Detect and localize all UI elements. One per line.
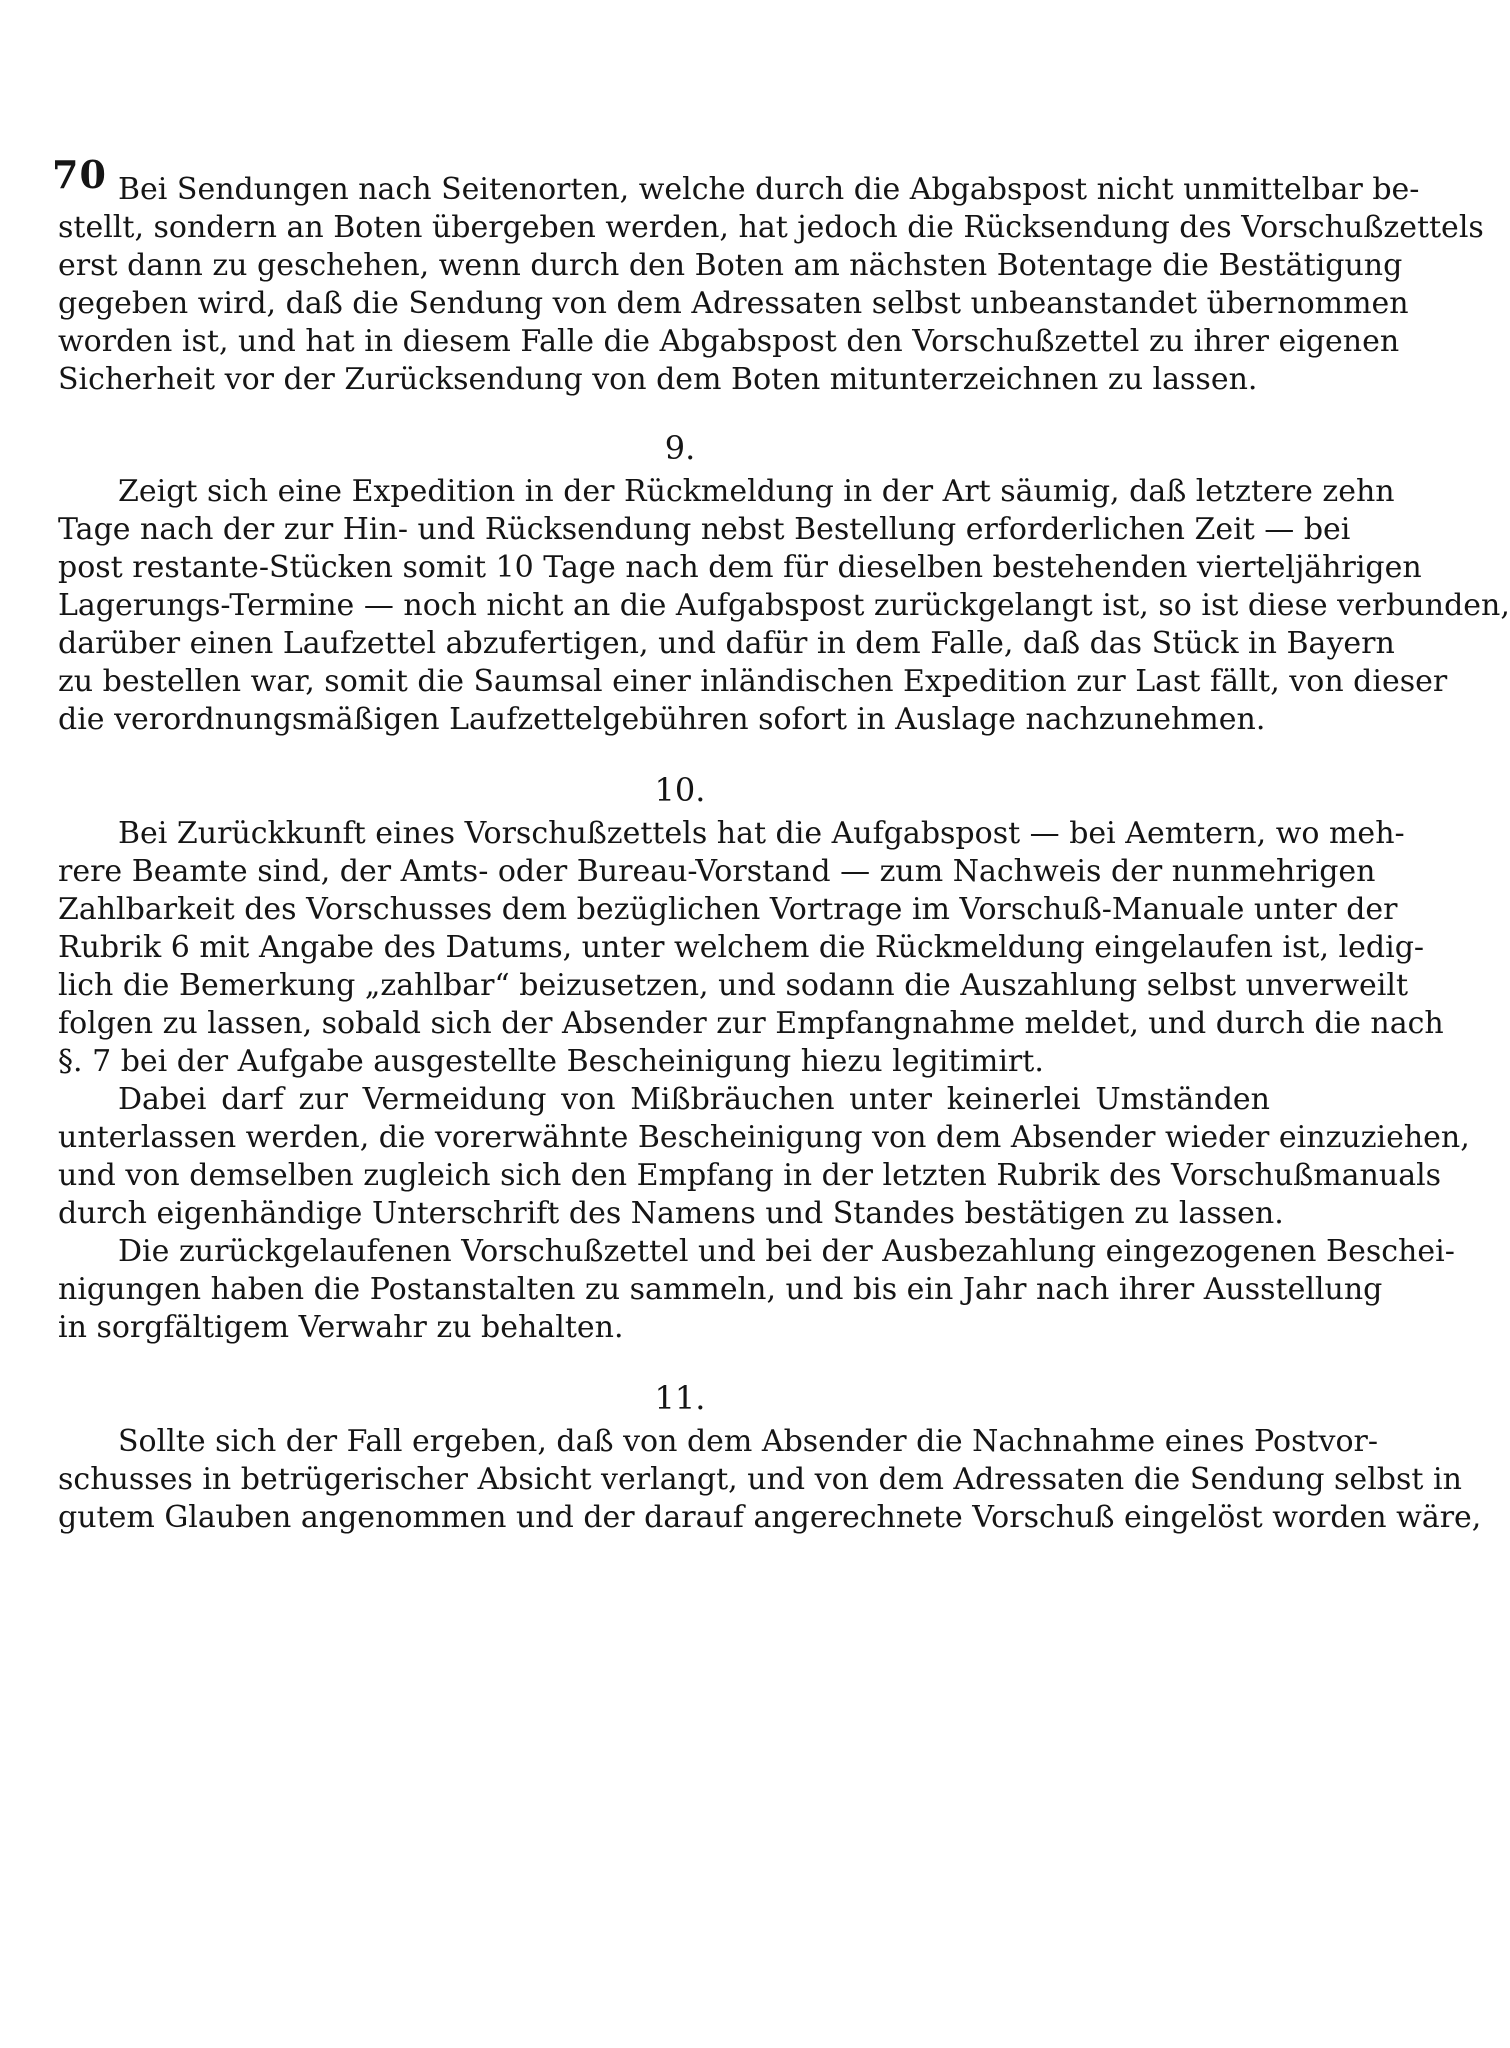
text-line: in sorgfältigem Verwahr zu behalten. [58, 1310, 624, 1345]
text-line: durch eigenhändige Unterschrift des Namens und Standes bestätigen zu lassen. [58, 1196, 1284, 1231]
text-line: post restante-Stücken somit 10 Tage nach dem für dieselben bestehenden vierteljährigen [58, 550, 1422, 585]
text-line: folgen zu lassen, sobald sich der Absender zur Empfangnahme meldet, und durch die nach [58, 1006, 1444, 1041]
text-line: und von demselben zugleich sich den Empfang in der letzten Rubrik des Vorschußmanuals [58, 1158, 1442, 1193]
text-line: Rubrik 6 mit Angabe des Datums, unter welchem die Rückmeldung eingelaufen ist, ledig- [58, 930, 1425, 965]
text-line: Tage nach der zur Hin- und Rücksendung nebst Bestellung erforderlichen Zeit — bei [58, 512, 1351, 547]
text-line: Die zurückgelaufenen Vorschußzettel und bei der Ausbezahlung eingezogenen Beschei- [118, 1234, 1455, 1269]
text-line: gegeben wird, daß die Sendung von dem Adressaten selbst unbeanstandet übernommen [58, 286, 1409, 321]
text-line: rere Beamte sind, der Amts- oder Bureau-Vorstand — zum Nachweis der nunmehrigen [58, 854, 1376, 889]
text-line: unterlassen werden, die vorerwähnte Bescheinigung von dem Absender wieder einzuziehen, [58, 1120, 1470, 1155]
text-line: Zahlbarkeit des Vorschusses dem bezüglichen Vortrage im Vorschuß-Manuale unter der [58, 892, 1398, 927]
text-line: Sollte sich der Fall ergeben, daß von dem Absender die Nachnahme eines Postvor- [118, 1424, 1379, 1459]
text-line: worden ist, und hat in diesem Falle die Abgabspost den Vorschußzettel zu ihrer eigenen [58, 324, 1400, 359]
text-line: schusses in betrügerischer Absicht verlangt, und von dem Adressaten die Sendung selbst in [58, 1462, 1462, 1497]
section-heading: 9. [664, 429, 696, 467]
text-line: §. 7 bei der Aufgabe ausgestellte Bescheinigung hiezu legitimirt. [58, 1044, 1044, 1079]
text-line: gutem Glauben angenommen und der darauf angerechnete Vorschuß eingelöst worden wäre, [58, 1500, 1482, 1535]
text-line: Zeigt sich eine Expedition in der Rückmeldung in der Art säumig, daß letztere zehn [118, 474, 1395, 509]
text-line: zu bestellen war, somit die Saumsal einer inländischen Expedition zur Last fällt, von dieser [58, 664, 1448, 699]
text-line: darüber einen Laufzettel abzufertigen, und dafür in dem Falle, daß das Stück in Bayern [58, 626, 1395, 661]
text-line: lich die Bemerkung „zahlbar“ beizusetzen, und sodann die Auszahlung selbst unverweilt [58, 968, 1408, 1003]
page-number: 70 [52, 152, 107, 197]
text-line: erst dann zu geschehen, wenn durch den Boten am nächsten Botentage die Bestätigung [58, 248, 1403, 283]
text-line: Bei Sendungen nach Seitenorten, welche durch die Abgabspost nicht unmittelbar be- [118, 172, 1420, 207]
text-line: Dabei darf zur Vermeidung von Mißbräuchen unter keinerlei Umständen [118, 1082, 1270, 1117]
text-line: Bei Zurückkunft eines Vorschußzettels hat die Aufgabspost — bei Aemtern, wo meh- [118, 816, 1405, 851]
section-heading: 10. [654, 771, 706, 809]
text-line: Sicherheit vor der Zurücksendung von dem Boten mitunterzeichnen zu lassen. [58, 362, 1258, 397]
text-line: Lagerungs-Termine — noch nicht an die Aufgabspost zurückgelangt ist, so ist diese verbunden, [58, 588, 1510, 623]
section-heading: 11. [654, 1379, 706, 1417]
text-line: die verordnungsmäßigen Laufzettelgebühren sofort in Auslage nachzunehmen. [58, 702, 1266, 737]
text-line: nigungen haben die Postanstalten zu sammeln, und bis ein Jahr nach ihrer Ausstellung [58, 1272, 1383, 1307]
text-line: stellt, sondern an Boten übergeben werden, hat jedoch die Rücksendung des Vorschußzettels [58, 210, 1484, 245]
